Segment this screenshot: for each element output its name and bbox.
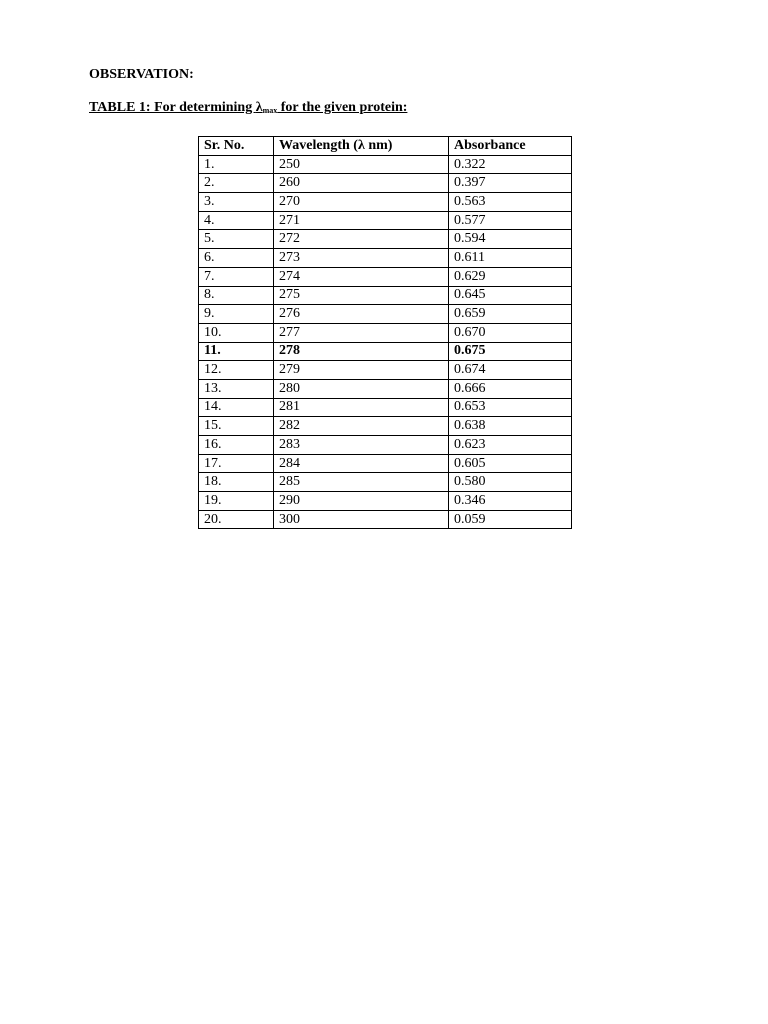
table-row	[199, 454, 572, 473]
table-row	[199, 230, 572, 249]
cell-sr-no: 5.	[199, 230, 274, 249]
cell-wavelength: 250	[274, 155, 449, 174]
cell-absorbance: 0.577	[449, 211, 572, 230]
cell-sr-no: 18.	[199, 473, 274, 492]
cell-sr-no: 17.	[199, 454, 274, 473]
cell-sr-no: 13.	[199, 379, 274, 398]
cell-sr-no: 11.	[199, 342, 274, 361]
observation-table	[198, 136, 572, 529]
cell-wavelength: 271	[274, 211, 449, 230]
cell-sr-no: 15.	[199, 417, 274, 436]
cell-sr-no: 19.	[199, 492, 274, 511]
caption-prefix: TABLE 1: For determining	[89, 100, 256, 115]
table-row	[199, 510, 572, 529]
cell-absorbance: 0.638	[449, 417, 572, 436]
cell-sr-no: 10.	[199, 323, 274, 342]
cell-sr-no: 9.	[199, 305, 274, 324]
table-row	[199, 473, 572, 492]
cell-sr-no: 8.	[199, 286, 274, 305]
table-row	[199, 492, 572, 511]
cell-absorbance: 0.674	[449, 361, 572, 380]
cell-wavelength: 278	[274, 342, 449, 361]
cell-wavelength: 273	[274, 249, 449, 268]
table-caption	[89, 99, 407, 116]
cell-absorbance: 0.580	[449, 473, 572, 492]
cell-absorbance: 0.605	[449, 454, 572, 473]
cell-sr-no: 2.	[199, 174, 274, 193]
cell-wavelength: 270	[274, 193, 449, 212]
cell-absorbance: 0.594	[449, 230, 572, 249]
table-row	[199, 267, 572, 286]
table-row	[199, 193, 572, 212]
cell-sr-no: 3.	[199, 193, 274, 212]
table-row	[199, 342, 572, 361]
cell-absorbance: 0.670	[449, 323, 572, 342]
table-row	[199, 155, 572, 174]
cell-absorbance: 0.346	[449, 492, 572, 511]
cell-wavelength: 282	[274, 417, 449, 436]
cell-absorbance: 0.645	[449, 286, 572, 305]
cell-absorbance: 0.666	[449, 379, 572, 398]
cell-wavelength: 274	[274, 267, 449, 286]
table-row	[199, 417, 572, 436]
cell-wavelength: 260	[274, 174, 449, 193]
caption-subscript: max	[262, 106, 278, 115]
cell-sr-no: 1.	[199, 155, 274, 174]
table-row	[199, 398, 572, 417]
table-body	[199, 137, 572, 529]
header-wavelength: Wavelength (λ nm)	[274, 137, 449, 156]
table-row	[199, 211, 572, 230]
cell-wavelength: 300	[274, 510, 449, 529]
table-row	[199, 436, 572, 455]
cell-wavelength: 277	[274, 323, 449, 342]
cell-absorbance: 0.611	[449, 249, 572, 268]
cell-wavelength: 276	[274, 305, 449, 324]
cell-absorbance: 0.059	[449, 510, 572, 529]
header-sr-no: Sr. No.	[199, 137, 274, 156]
observation-heading: OBSERVATION:	[89, 67, 194, 82]
cell-absorbance: 0.623	[449, 436, 572, 455]
table-row	[199, 379, 572, 398]
caption-suffix: for the given protein:	[277, 100, 408, 115]
cell-sr-no: 12.	[199, 361, 274, 380]
header-absorbance: Absorbance	[449, 137, 572, 156]
cell-wavelength: 281	[274, 398, 449, 417]
cell-wavelength: 275	[274, 286, 449, 305]
table-row	[199, 305, 572, 324]
cell-wavelength: 280	[274, 379, 449, 398]
cell-sr-no: 7.	[199, 267, 274, 286]
table-header-row	[199, 137, 572, 156]
cell-absorbance: 0.629	[449, 267, 572, 286]
cell-sr-no: 6.	[199, 249, 274, 268]
table-row	[199, 249, 572, 268]
cell-absorbance: 0.397	[449, 174, 572, 193]
cell-wavelength: 284	[274, 454, 449, 473]
cell-absorbance: 0.675	[449, 342, 572, 361]
cell-absorbance: 0.322	[449, 155, 572, 174]
cell-absorbance: 0.659	[449, 305, 572, 324]
cell-sr-no: 14.	[199, 398, 274, 417]
cell-wavelength: 272	[274, 230, 449, 249]
cell-absorbance: 0.563	[449, 193, 572, 212]
cell-wavelength: 283	[274, 436, 449, 455]
caption-lambda: λ	[255, 100, 263, 115]
cell-wavelength: 279	[274, 361, 449, 380]
table-row	[199, 174, 572, 193]
cell-sr-no: 20.	[199, 510, 274, 529]
cell-wavelength: 290	[274, 492, 449, 511]
table-row	[199, 361, 572, 380]
cell-sr-no: 16.	[199, 436, 274, 455]
table-row	[199, 286, 572, 305]
cell-wavelength: 285	[274, 473, 449, 492]
cell-sr-no: 4.	[199, 211, 274, 230]
cell-absorbance: 0.653	[449, 398, 572, 417]
table-row	[199, 323, 572, 342]
